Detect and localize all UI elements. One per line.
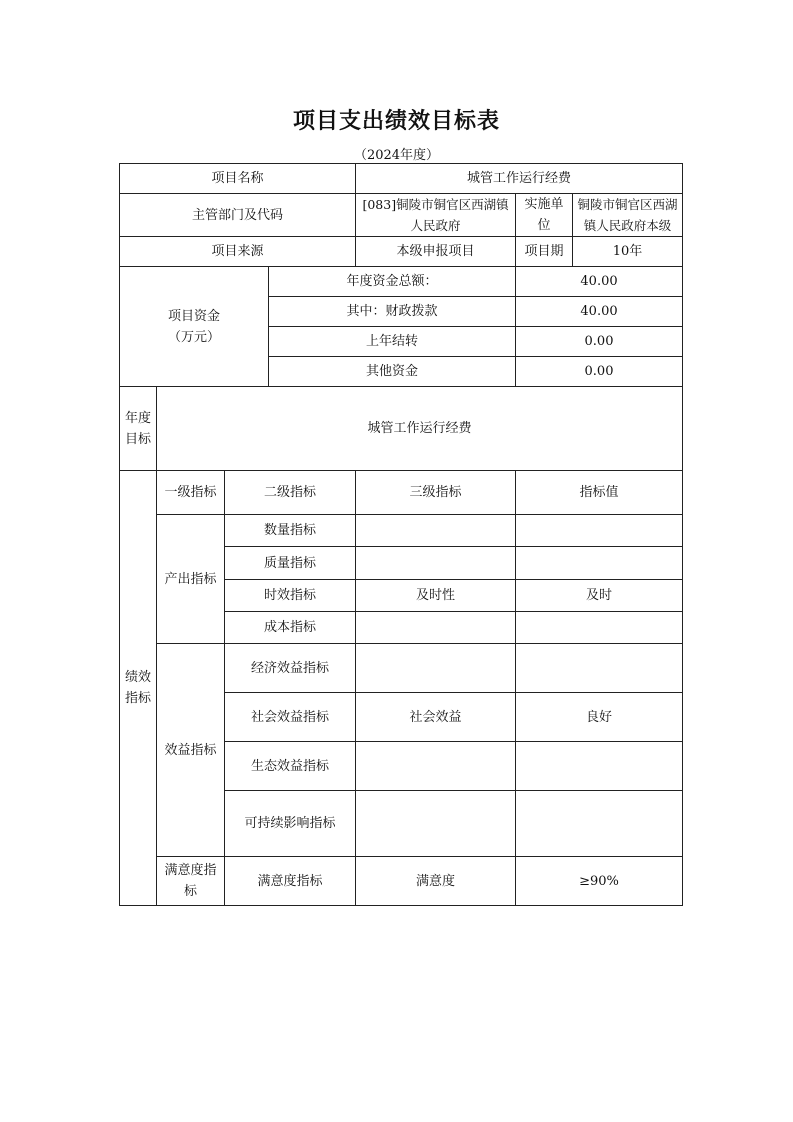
output-quantity-label: 数量指标 [225,515,356,547]
row-output-quantity [120,515,683,547]
output-cost-l3 [356,612,516,644]
row-benefit-economic [120,644,683,693]
row-project-name [120,164,683,194]
period-value: 10年 [573,237,683,267]
fund-total-value: 40.00 [516,267,683,297]
output-quality-l3 [356,547,516,580]
benefit-economic-value [516,644,683,693]
output-cost-label: 成本指标 [225,612,356,644]
row-indicator-header [120,471,683,515]
header-value: 指标值 [516,471,683,515]
satisfaction-l2: 满意度指标 [225,857,356,906]
annual-goal-label: 年度目标 [120,387,157,471]
benefit-ecological-label: 生态效益指标 [225,742,356,791]
annual-goal-value: 城管工作运行经费 [157,387,683,471]
page-title: 项目支出绩效目标表 [292,109,500,134]
header-level1: 一级指标 [157,471,225,515]
project-name-label: 项目名称 [120,164,356,194]
period-label: 项目期 [516,237,573,267]
row-department [120,194,683,237]
benefit-social-value: 良好 [516,693,683,742]
row-annual-goal [120,387,683,471]
impl-unit-label: 实施单位 [516,194,573,237]
header-level3: 三级指标 [356,471,516,515]
row-satisfaction [120,857,683,906]
benefit-social-l3: 社会效益 [356,693,516,742]
dept-label: 主管部门及代码 [120,194,356,237]
source-label: 项目来源 [120,237,356,267]
fund-other-value: 0.00 [516,357,683,387]
benefit-sustainable-label: 可持续影响指标 [225,791,356,857]
benefit-social-label: 社会效益指标 [225,693,356,742]
performance-goal-table [119,163,683,906]
benefit-economic-label: 经济效益指标 [225,644,356,693]
output-label: 产出指标 [157,515,225,644]
impl-unit-value: 铜陵市铜官区西湖镇人民政府本级 [573,194,683,237]
benefit-ecological-l3 [356,742,516,791]
row-fund-total [120,267,683,297]
benefit-sustainable-value [516,791,683,857]
fund-fiscal-label: 其中：财政拨款 [269,297,516,327]
output-quantity-value [516,515,683,547]
fund-total-label: 年度资金总额： [269,267,516,297]
indicators-section-label: 绩效指标 [120,471,157,906]
satisfaction-value: ≥90% [516,857,683,906]
funds-label-line1: 项目资金 [167,308,220,324]
satisfaction-l3: 满意度 [356,857,516,906]
funds-label [120,267,269,387]
output-quality-value [516,547,683,580]
project-name-value: 城管工作运行经费 [356,164,683,194]
row-source [120,237,683,267]
output-timeliness-value: 及时 [516,580,683,612]
output-quantity-l3 [356,515,516,547]
fund-fiscal-value: 40.00 [516,297,683,327]
benefit-ecological-value [516,742,683,791]
fund-carryover-label: 上年结转 [269,327,516,357]
benefit-label: 效益指标 [157,644,225,857]
dept-value: [083]铜陵市铜官区西湖镇人民政府 [356,194,516,237]
source-value: 本级申报项目 [356,237,516,267]
fund-carryover-value: 0.00 [516,327,683,357]
satisfaction-label: 满意度指标 [157,857,225,906]
funds-label-line2: （万元） [167,329,220,345]
output-cost-value [516,612,683,644]
output-quality-label: 质量指标 [225,547,356,580]
output-timeliness-l3: 及时性 [356,580,516,612]
header-level2: 二级指标 [225,471,356,515]
output-timeliness-label: 时效指标 [225,580,356,612]
fiscal-year: （2024年度） [353,148,440,163]
benefit-economic-l3 [356,644,516,693]
fund-other-label: 其他资金 [269,357,516,387]
benefit-sustainable-l3 [356,791,516,857]
